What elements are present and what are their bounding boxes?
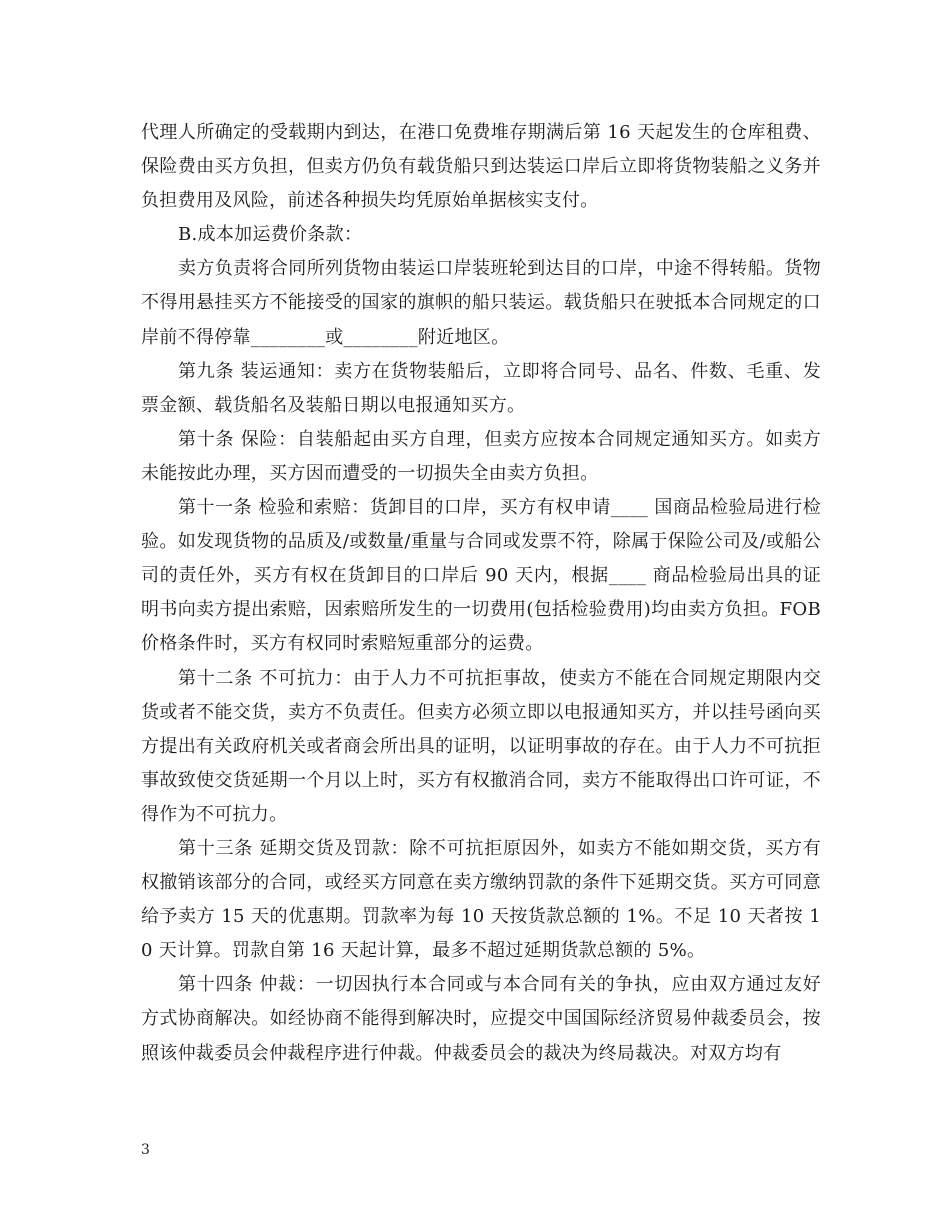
page-number: 3 [141,1142,150,1158]
paragraph-continuation: 代理人所确定的受载期内到达，在港口免费堆存期满后第 16 天起发生的仓库租费、保险费由买方负担，但卖方仍负有载货船只到达装运口岸后立即将货物装船之义务并负担费用及风险，前述各种损失均凭原始单据核实支付。 [141,122,821,212]
paragraph-article-10: 第十条 保险：自装船起由买方自理，但卖方应按本合同规定通知买方。如卖方未能按此办理，买方因而遭受的一切损失全由卖方负担。 [141,428,821,484]
paragraph-article-12: 第十二条 不可抗力：由于人力不可抗拒事故，使卖方不能在合同规定期限内交货或者不能交货，卖方不负责任。但卖方必须立即以电报通知买方，并以挂号函向买方提出有关政府机关或者商会所出具的证明，以证明事故的存在。由于人力不可抗拒事故致使交货延期一个月以上时，买方有权撤消合同，卖方不能取得出口许可证，不得作为不可抗力。 [141,667,821,825]
paragraph-article-11: 第十一条 检验和索赔：货卸目的口岸，买方有权申请____ 国商品检验局进行检验。如发现货物的品质及/或数量/重量与合同或发票不符，除属于保险公司及/或船公司的责任外，买方有权在货卸目的口岸后 90 天内，根据____ 商品检验局出具的证明书向卖方提出索赔，因索赔所发生的一切费用(包括检验费用)均由卖方负担。FOB 价格条件时，买方有权同时索赔短重部分的运费。 [141,497,821,655]
paragraph-article-9: 第九条 装运通知：卖方在货物装船后，立即将合同号、品名、件数、毛重、发票金额、载货船名及装船日期以电报通知买方。 [141,360,821,416]
paragraph-article-14: 第十四条 仲裁：一切因执行本合同或与本合同有关的争执，应由双方通过友好方式协商解决。如经协商不能得到解决时，应提交中国国际经济贸易仲裁委员会，按照该仲裁委员会仲裁程序进行仲裁。仲裁委员会的裁决为终局裁决。对双方均有 [141,974,821,1064]
paragraph-cfr-heading: B.成本加运费价条款： [178,224,363,246]
document-body [141,116,821,1071]
paragraph-cfr-terms: 卖方负责将合同所列货物由装运口岸装班轮到达目的口岸，中途不得转船。货物不得用悬挂买方不能接受的国家的旗帜的船只装运。载货船只在驶抵本合同规定的口岸前不得停靠________或________附近地区。 [141,258,821,348]
paragraph-article-13: 第十三条 延期交货及罚款：除不可抗拒原因外，如卖方不能如期交货，买方有权撤销该部分的合同，或经买方同意在卖方缴纳罚款的条件下延期交货。买方可同意给予卖方 15 天的优惠期。罚款率为每 10 天按货款总额的 1%。不足 10 天者按 10 天计算。罚款自第 16 天起计算，最多不超过延期货款总额的 5%。 [141,837,821,962]
